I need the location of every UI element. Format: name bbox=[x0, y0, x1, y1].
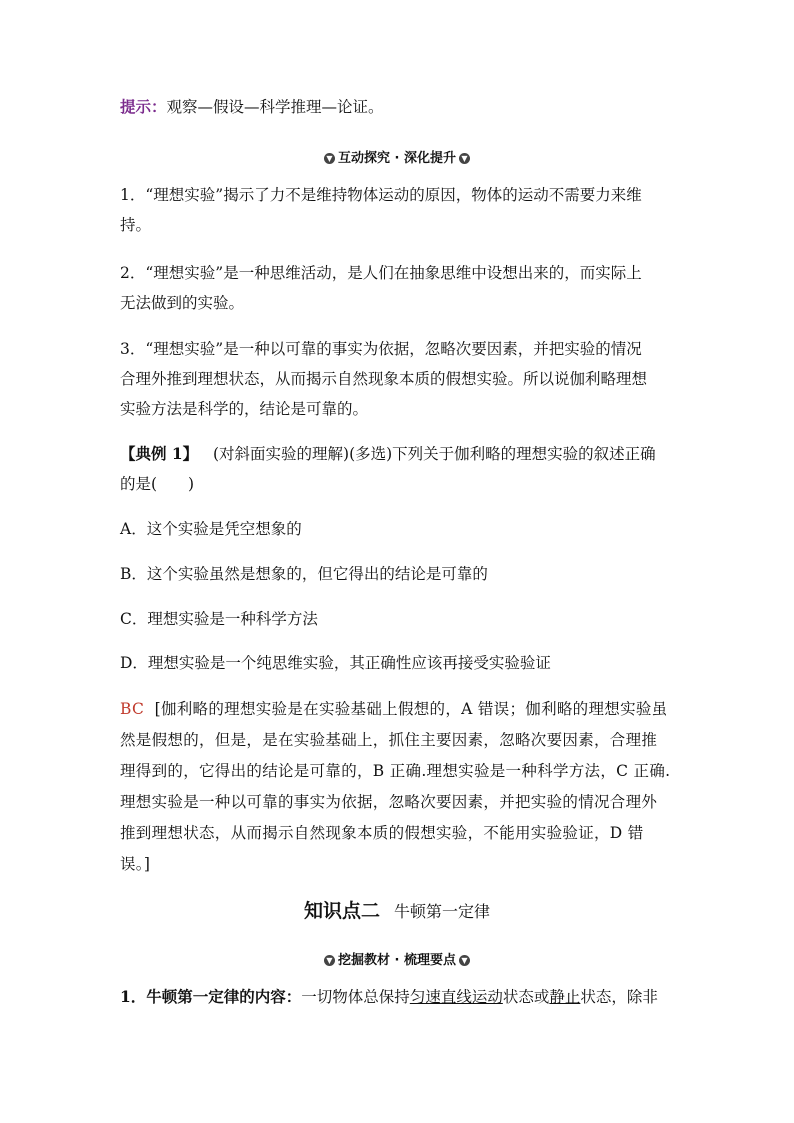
answer-line-1 bbox=[120, 698, 680, 720]
law-mid: 状态或 bbox=[502, 988, 550, 1006]
point-1-line-2: 持。 bbox=[120, 216, 152, 234]
law-post: 状态，除非 bbox=[580, 988, 658, 1006]
answer-line-5: 推到理想状态，从而揭示自然现象本质的假想实验，不能用实验验证，D 错 bbox=[120, 824, 644, 842]
option-c: C．理想实验是一种科学方法 bbox=[120, 610, 318, 628]
banner-text: 挖掘教材 · 梳理要点 bbox=[338, 953, 456, 968]
banner-textbook-points bbox=[0, 949, 794, 968]
point-3-line-3: 实验方法是科学的，结论是可靠的。 bbox=[120, 400, 369, 418]
answer-line-6: 误。] bbox=[120, 855, 151, 873]
answer-text-1: [伽利略的理想实验是在实验基础上假想的，A 错误；伽利略的理想实验虽 bbox=[154, 700, 668, 718]
chevron-down-icon: ▼ bbox=[324, 955, 335, 966]
law-underline-2: 静止 bbox=[549, 988, 581, 1006]
banner-text: 互动探究 · 深化提升 bbox=[338, 151, 456, 166]
law-lead: 1．牛顿第一定律的内容： bbox=[120, 987, 302, 1006]
law-line bbox=[120, 986, 680, 1008]
chevron-down-icon: ▼ bbox=[324, 153, 335, 164]
example-line-1 bbox=[120, 443, 680, 465]
section-heading bbox=[0, 896, 794, 923]
point-1-line-1: 1．“理想实验”揭示了力不是维持物体运动的原因，物体的运动不需要力来维 bbox=[120, 186, 642, 204]
answer-line-3: 理得到的，它得出的结论是可靠的，B 正确.理想实验是一种科学方法，C 正确. bbox=[120, 762, 671, 780]
hint-text: 观察—假设—科学推理—论证。 bbox=[166, 98, 384, 116]
answer-key: BC bbox=[120, 700, 145, 718]
section-title: 知识点二 bbox=[303, 900, 380, 922]
option-b: B．这个实验虽然是想象的，但它得出的结论是可靠的 bbox=[120, 565, 488, 583]
example-line-2: 的是( ) bbox=[120, 475, 195, 493]
point-3-line-1: 3．“理想实验”是一种以可靠的事实为依据，忽略次要因素，并把实验的情况 bbox=[120, 340, 642, 358]
law-underline-1: 匀速直线运动 bbox=[409, 988, 503, 1006]
hint-label: 提示： bbox=[120, 97, 167, 116]
chevron-down-icon: ▼ bbox=[459, 153, 470, 164]
law-pre: 一切物体总保持 bbox=[301, 988, 410, 1006]
point-3-line-2: 合理外推到理想状态，从而揭示自然现象本质的假想实验。所以说伽利略理想 bbox=[120, 370, 648, 388]
hint-line bbox=[120, 96, 680, 118]
chevron-down-icon: ▼ bbox=[459, 955, 470, 966]
banner-interactive-explore bbox=[0, 147, 794, 166]
section-subtitle: 牛顿第一定律 bbox=[394, 902, 491, 921]
option-a: A．这个实验是凭空想象的 bbox=[120, 520, 302, 538]
example-question: (对斜面实验的理解)(多选)下列关于伽利略的理想实验的叙述正确 bbox=[212, 445, 656, 463]
point-2-line-2: 无法做到的实验。 bbox=[120, 294, 245, 312]
point-2-line-1: 2．“理想实验”是一种思维活动，是人们在抽象思维中设想出来的，而实际上 bbox=[120, 264, 642, 282]
answer-line-4: 理想实验是一种以可靠的事实为依据，忽略次要因素，并把实验的情况合理外 bbox=[120, 793, 658, 811]
option-d: D．理想实验是一个纯思维实验，其正确性应该再接受实验验证 bbox=[120, 654, 551, 672]
example-tag: 【典例 1】 bbox=[120, 444, 199, 463]
answer-line-2: 然是假想的，但是，是在实验基础上，抓住主要因素，忽略次要因素，合理推 bbox=[120, 731, 658, 749]
